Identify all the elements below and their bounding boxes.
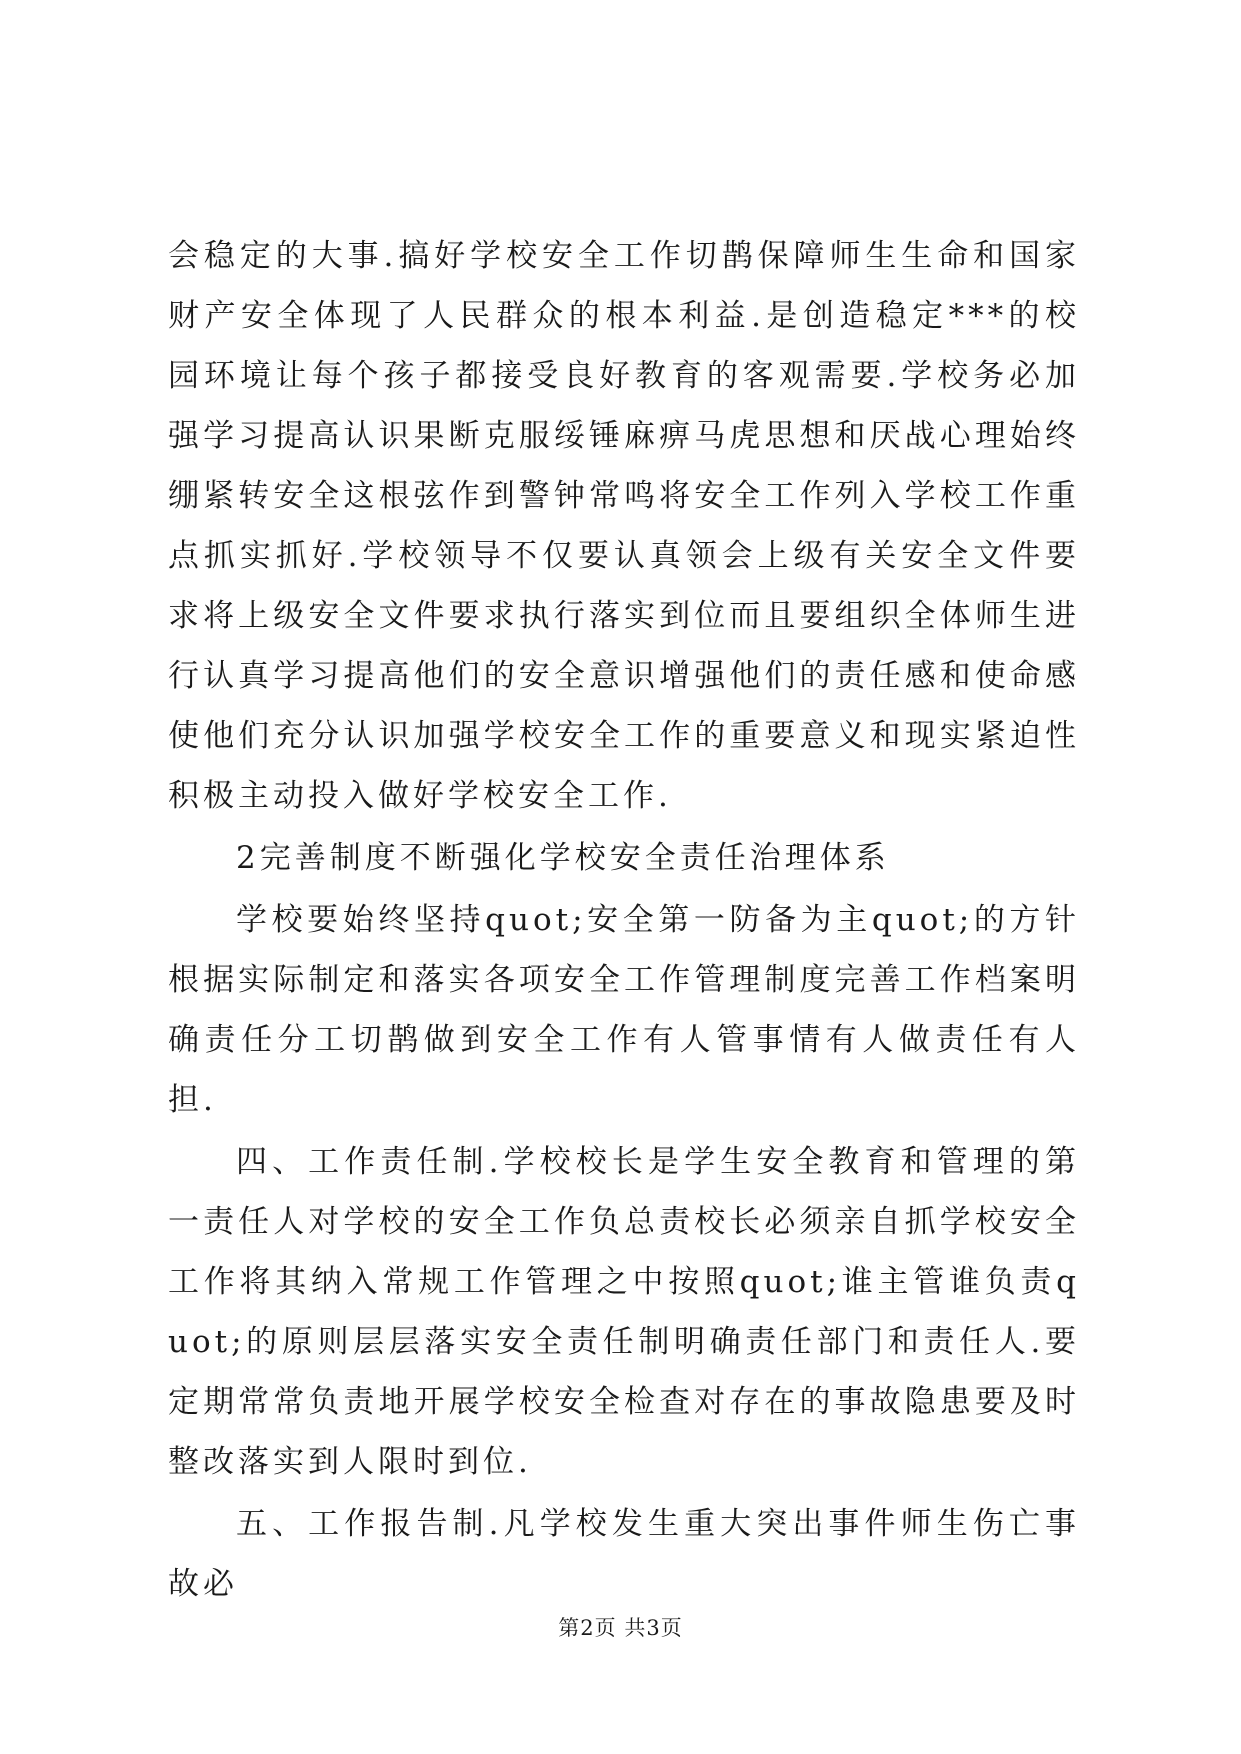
paragraph-policy: 学校要始终坚持quot;安全第一防备为主quot;的方针根据实际制定和落实各项安全工作管理制度完善工作档案明确责任分工切鹊做到安全工作有人管事情有人做责任有人担. (168, 902, 1080, 1118)
paragraph-safety-awareness: 会稳定的大事.搞好学校安全工作切鹊保障师生生命和国家财产安全体现了人民群众的根本利益.是创造稳定***的校园环境让每个孩子都接受良好教育的客观需要.学校务必加强学习提高认识果断克服绥锤麻痹马虎思想和厌战心理始终绷紧转安全这根弦作到警钟常鸣将安全工作列入学校工作重点抓实抓好.学校领导不仅要认真领会上级有关安全文件要求将上级安全文件要求执行落实到位而且要组织全体师生进行认真学习提高他们的安全意识增强他们的责任感和使命感使他们充分认识加强学校安全工作的重要意义和现实紧迫性积极主动投入做好学校安全工作. (168, 238, 1080, 814)
page-number-footer: 第2页 共3页 (558, 1616, 683, 1640)
document-body (168, 226, 1080, 1614)
paragraph-responsibility-system: 四、工作责任制.学校校长是学生安全教育和管理的第一责任人对学校的安全工作负总责校长必须亲自抓学校安全工作将其纳入常规工作管理之中按照quot;谁主管谁负责quot;的原则层层落实安全责任制明确责任部门和责任人.要定期常常负责地开展学校安全检查对存在的事故隐患要及时整改落实到人限时到位. (168, 1144, 1080, 1480)
section-heading-system: 2完善制度不断强化学校安全责任治理体系 (236, 840, 890, 876)
paragraph-reporting-system: 五、工作报告制.凡学校发生重大突出事件师生伤亡事故必 (168, 1506, 1080, 1602)
